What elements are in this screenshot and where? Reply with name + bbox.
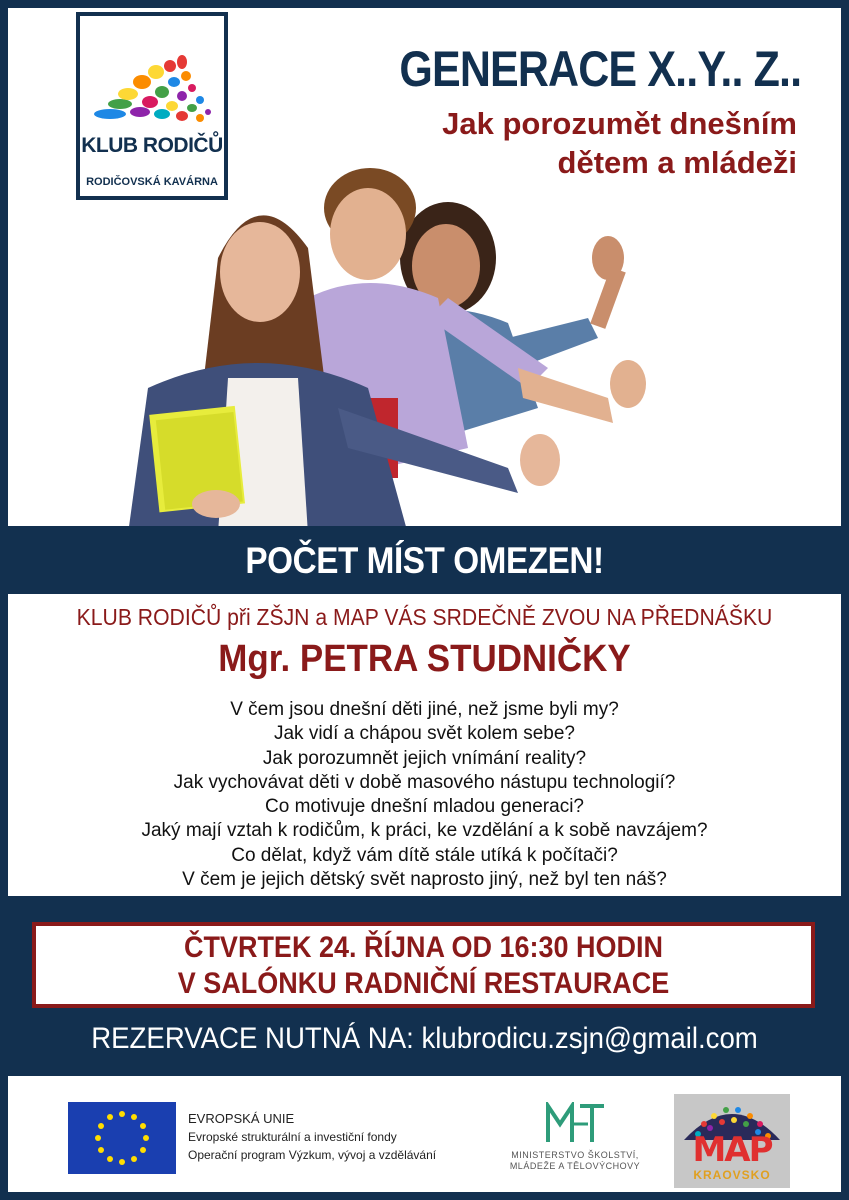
question-item: Co motivuje dnešní mladou generaci? xyxy=(265,796,584,818)
msmt-text xyxy=(500,1150,650,1172)
event-date-box xyxy=(32,922,815,1008)
map-kraovsko-logo xyxy=(674,1094,790,1188)
msmt-line-1: MINISTERSTVO ŠKOLSTVÍ, xyxy=(511,1150,639,1160)
map-subtitle: KRAOVSKO xyxy=(693,1168,771,1182)
question-item: Jak vidí a chápou svět kolem sebe? xyxy=(273,723,575,745)
question-item: Jak porozumnět jejich vnímání reality? xyxy=(262,747,587,769)
question-item: Jak vychovávat děti v době masového nástupu technologií? xyxy=(173,771,676,793)
eu-funding-text xyxy=(188,1110,436,1164)
invitation-text: KLUB RODIČŮ při ZŠJN a MAP VÁS SRDEČNĚ ZVOU NA PŘEDNÁŠKU xyxy=(76,604,773,630)
page-title: GENERACE X..Y.. Z.. xyxy=(399,41,801,97)
questions-list xyxy=(8,698,841,892)
subtitle-line-2: dětem a mládeži xyxy=(557,145,797,180)
question-item: V čem jsou dnešní děti jiné, než jsme byli my? xyxy=(230,699,619,720)
event-date: ČTVRTEK 24. ŘÍJNA OD 16:30 HODIN xyxy=(183,931,664,964)
footer-sponsors xyxy=(8,1076,841,1192)
msmt-logo xyxy=(500,1102,650,1180)
eu-flag-icon xyxy=(68,1102,176,1174)
subtitle-line-1: Jak porozumět dnešním xyxy=(442,106,797,141)
logo-title: KLUB RODIČŮ xyxy=(81,134,223,157)
eu-line-2: Evropské strukturální a investiční fondy xyxy=(188,1130,397,1144)
msmt-line-2: MLÁDEŽE A TĚLOVÝCHOVY xyxy=(509,1161,641,1171)
question-item: V čem je jejich dětský svět naprosto jiný, než byl ten náš? xyxy=(182,869,667,891)
msmt-emblem-icon xyxy=(544,1102,608,1146)
teenagers-photo xyxy=(108,148,668,526)
colorful-dots-icon xyxy=(90,52,214,132)
speaker-name: Mgr. PETRA STUDNIČKY xyxy=(218,638,631,680)
hero-panel xyxy=(8,8,841,526)
eu-line-3: Operační program Výzkum, vývoj a vzdělávání xyxy=(188,1148,437,1162)
limited-seats-notice: POČET MÍST OMEZEN! xyxy=(245,540,604,581)
map-word: MAP xyxy=(692,1130,772,1170)
question-item: Jaký mají vztah k rodičům, k práci, ke vzdělání a k sobě navzájem? xyxy=(141,820,708,842)
logo-subtitle: RODIČOVSKÁ KAVÁRNA xyxy=(86,176,218,188)
reservation-text: REZERVACE NUTNÁ NA: klubrodicu.zsjn@gmail.com xyxy=(91,1022,758,1055)
eu-head: EVROPSKÁ UNIE xyxy=(188,1111,295,1126)
question-item: Co dělat, když vám dítě stále utíká k počítači? xyxy=(231,844,618,866)
event-place: V SALÓNKU RADNIČNÍ RESTAURACE xyxy=(177,967,670,1000)
info-panel xyxy=(8,594,841,896)
